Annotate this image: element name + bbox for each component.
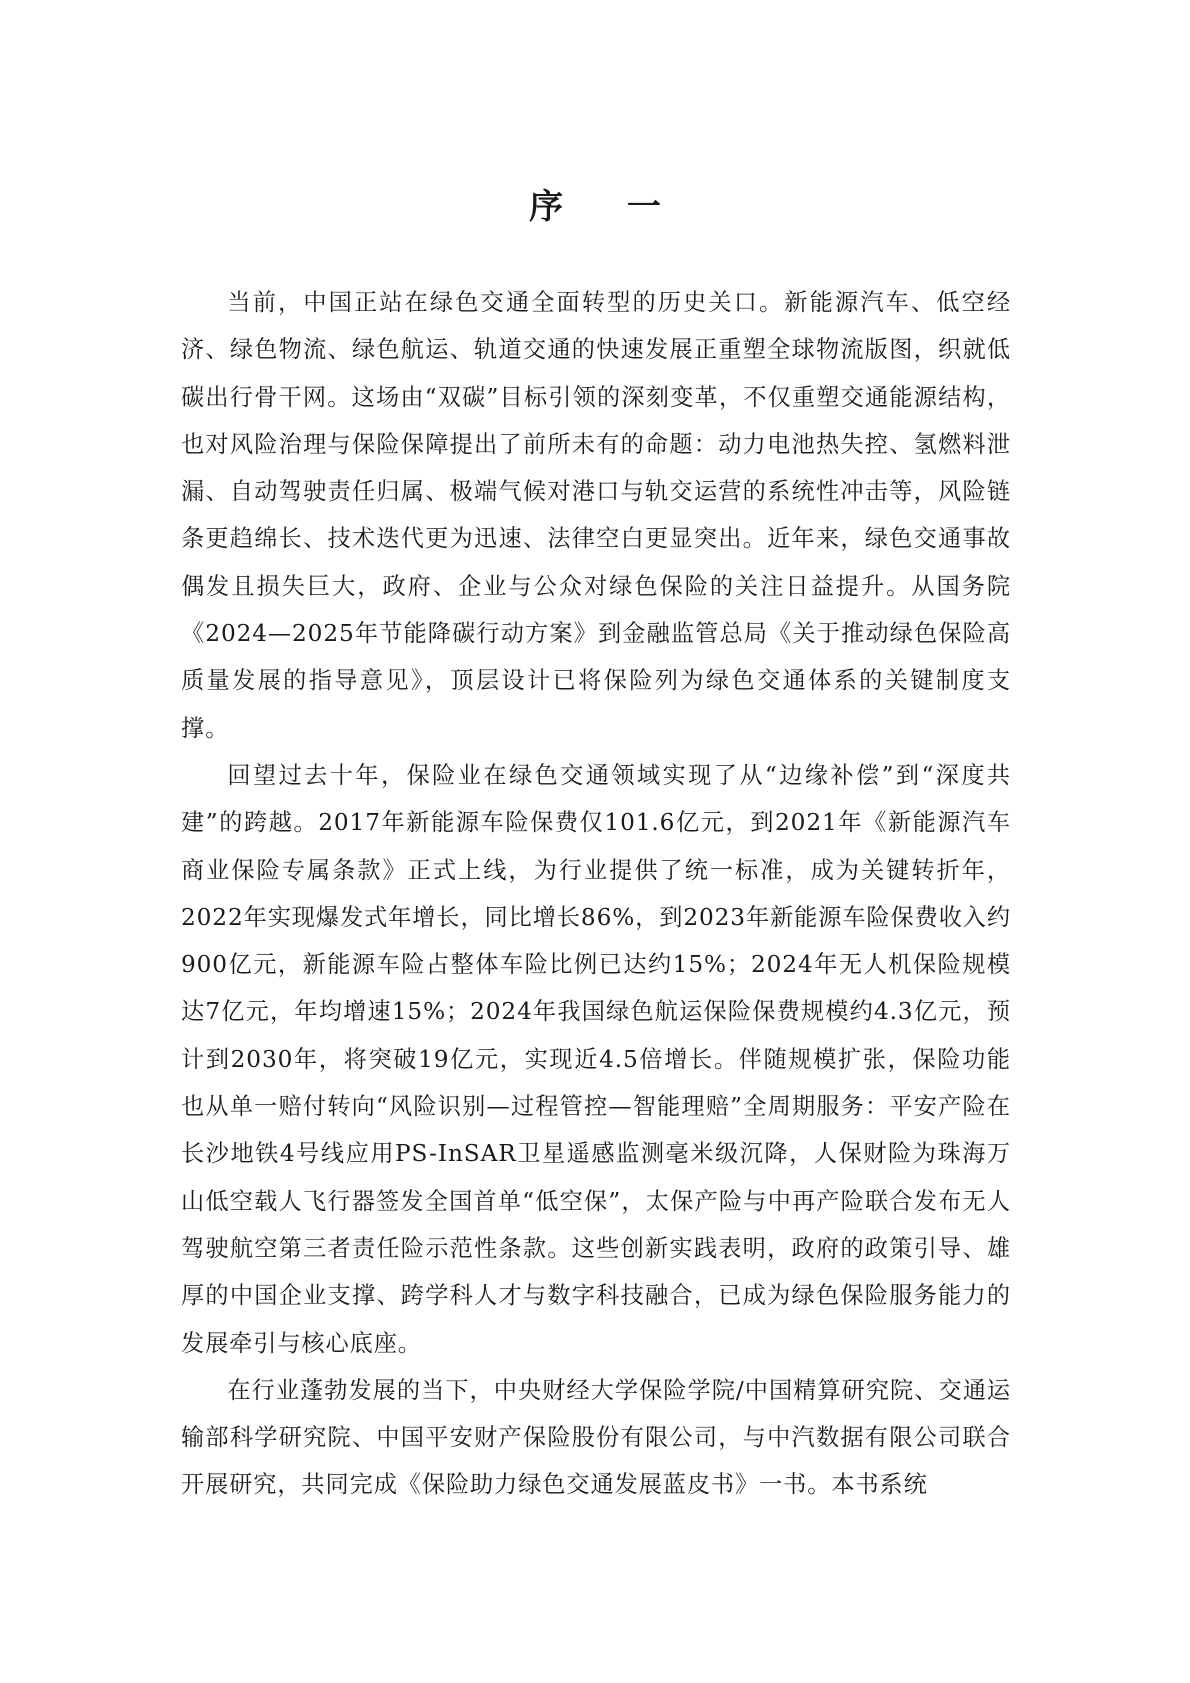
paragraph-3: 在行业蓬勃发展的当下，中央财经大学保险学院/中国精算研究院、交通运输部科学研究院、中国平安财产保险股份有限公司，与中汽数据有限公司联合开展研究，共同完成《保险助力绿色交通发展蓝皮书》一书。本书系统: [181, 1376, 1011, 1499]
page-title: 序 一: [529, 187, 687, 227]
document-body: [181, 279, 1011, 1509]
paragraph-1: 当前，中国正站在绿色交通全面转型的历史关口。新能源汽车、低空经济、绿色物流、绿色航运、轨道交通的快速发展正重塑全球物流版图，织就低碳出行骨干网。这场由“双碳”目标引领的深刻变革，不仅重塑交通能源结构，也对风险治理与保险保障提出了前所未有的命题：动力电池热失控、氢燃料泄漏、自动驾驶责任归属、极端气候对港口与轨交运营的系统性冲击等，风险链条更趋绵长、技术迭代更为迅速、法律空白更显突出。近年来，绿色交通事故偶发且损失巨大，政府、企业与公众对绿色保险的关注日益提升。从国务院《2024—2025年节能降碳行动方案》到金融监管总局《关于推动绿色保险高质量发展的指导意见》，顶层设计已将保险列为绿色交通体系的关键制度支撑。: [181, 289, 1011, 742]
paragraph-2: 回望过去十年，保险业在绿色交通领域实现了从“边缘补偿”到“深度共建”的跨越。2017年新能源车险保费仅101.6亿元，到2021年《新能源汽车商业保险专属条款》正式上线，为行业提供了统一标准，成为关键转折年，2022年实现爆发式年增长，同比增长86%，到2023年新能源车险保费收入约900亿元，新能源车险占整体车险比例已达约15%；2024年无人机保险规模达7亿元，年均增速15%；2024年我国绿色航运保险保费规模约4.3亿元，预计到2030年，将突破19亿元，实现近4.5倍增长。伴随规模扩张，保险功能也从单一赔付转向“风险识别—过程管控—智能理赔”全周期服务：平安产险在长沙地铁4号线应用PS-InSAR卫星遥感监测毫米级沉降，人保财险为珠海万山低空载人飞行器签发全国首单“低空保”，太保产险与中再产险联合发布无人驾驶航空第三者责任险示范性条款。这些创新实践表明，政府的政策引导、雄厚的中国企业支撑、跨学科人才与数字科技融合，已成为绿色保险服务能力的发展牵引与核心底座。: [181, 761, 1011, 1357]
